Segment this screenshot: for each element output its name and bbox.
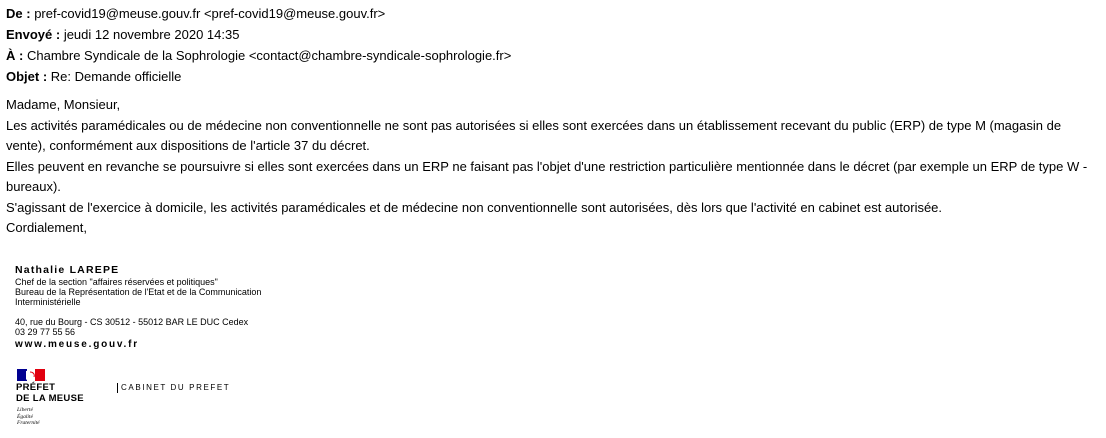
motto-liberte: Liberté: [17, 407, 33, 413]
signature-website[interactable]: www.meuse.gouv.fr: [15, 339, 139, 350]
subject-row: [6, 66, 511, 87]
from-row: [6, 3, 511, 24]
to-label: À :: [6, 48, 24, 63]
motto-fraternite: Fraternité: [17, 420, 40, 426]
from-value[interactable]: pref-covid19@meuse.gouv.fr <pref-covid19@meuse.gouv.fr>: [34, 6, 386, 21]
republic-motto: [17, 407, 40, 427]
body-paragraph-1: Les activités paramédicales ou de médecine non conventionnelle ne sont pas autorisées si elles sont exercées dans un établissement recevant du public (ERP) de type M (magasin de vente), conformément aux dispositions de l'article 37 du décret.: [6, 117, 1062, 153]
from-label: De :: [6, 6, 31, 21]
signature-block: [15, 264, 261, 352]
email-body: [6, 95, 1098, 239]
body-paragraph-2: Elles peuvent en revanche se poursuivre si elles sont exercées dans un ERP ne faisant pas l'objet d'une restriction particulière mentionnée dans le décret (par exemple un ERP de type W - bureaux).: [6, 158, 1088, 194]
subject-value: Re: Demande officielle: [50, 69, 182, 84]
subject-label: Objet :: [6, 69, 48, 84]
signature-phone: 03 29 77 55 56: [15, 327, 76, 337]
cabinet-label: CABINET DU PREFET: [117, 383, 230, 393]
prefet-line-2: DE LA MEUSE: [16, 393, 84, 404]
to-row: [6, 45, 511, 66]
prefet-label: [16, 382, 84, 404]
greeting: Madame, Monsieur,: [6, 97, 121, 112]
signature-bureau-2: Interministérielle: [15, 297, 81, 307]
email-header: [6, 3, 511, 87]
prefet-line-1: PRÉFET: [16, 382, 56, 393]
sent-value: jeudi 12 novembre 2020 14:35: [63, 27, 240, 42]
marianne-flag-icon: [17, 369, 45, 381]
body-paragraph-3: S'agissant de l'exercice à domicile, les activités paramédicales et de médecine non conventionnelle sont autorisées, dès lors que l'activité en cabinet est autorisée.: [6, 199, 943, 215]
sent-label: Envoyé :: [6, 27, 61, 42]
sent-row: [6, 24, 511, 45]
signature-bureau: Bureau de la Représentation de l'Etat et de la Communication: [15, 287, 262, 297]
signature-title: Chef de la section "affaires réservées et politiques": [15, 277, 218, 287]
closing: Cordialement,: [6, 220, 87, 235]
signature-address: 40, rue du Bourg - CS 30512 - 55012 BAR LE DUC Cedex: [15, 317, 249, 327]
signature-name: Nathalie LAREPE: [15, 264, 120, 276]
to-value[interactable]: Chambre Syndicale de la Sophrologie <contact@chambre-syndicale-sophrologie.fr>: [26, 48, 512, 63]
motto-egalite: Égalité: [17, 413, 33, 420]
